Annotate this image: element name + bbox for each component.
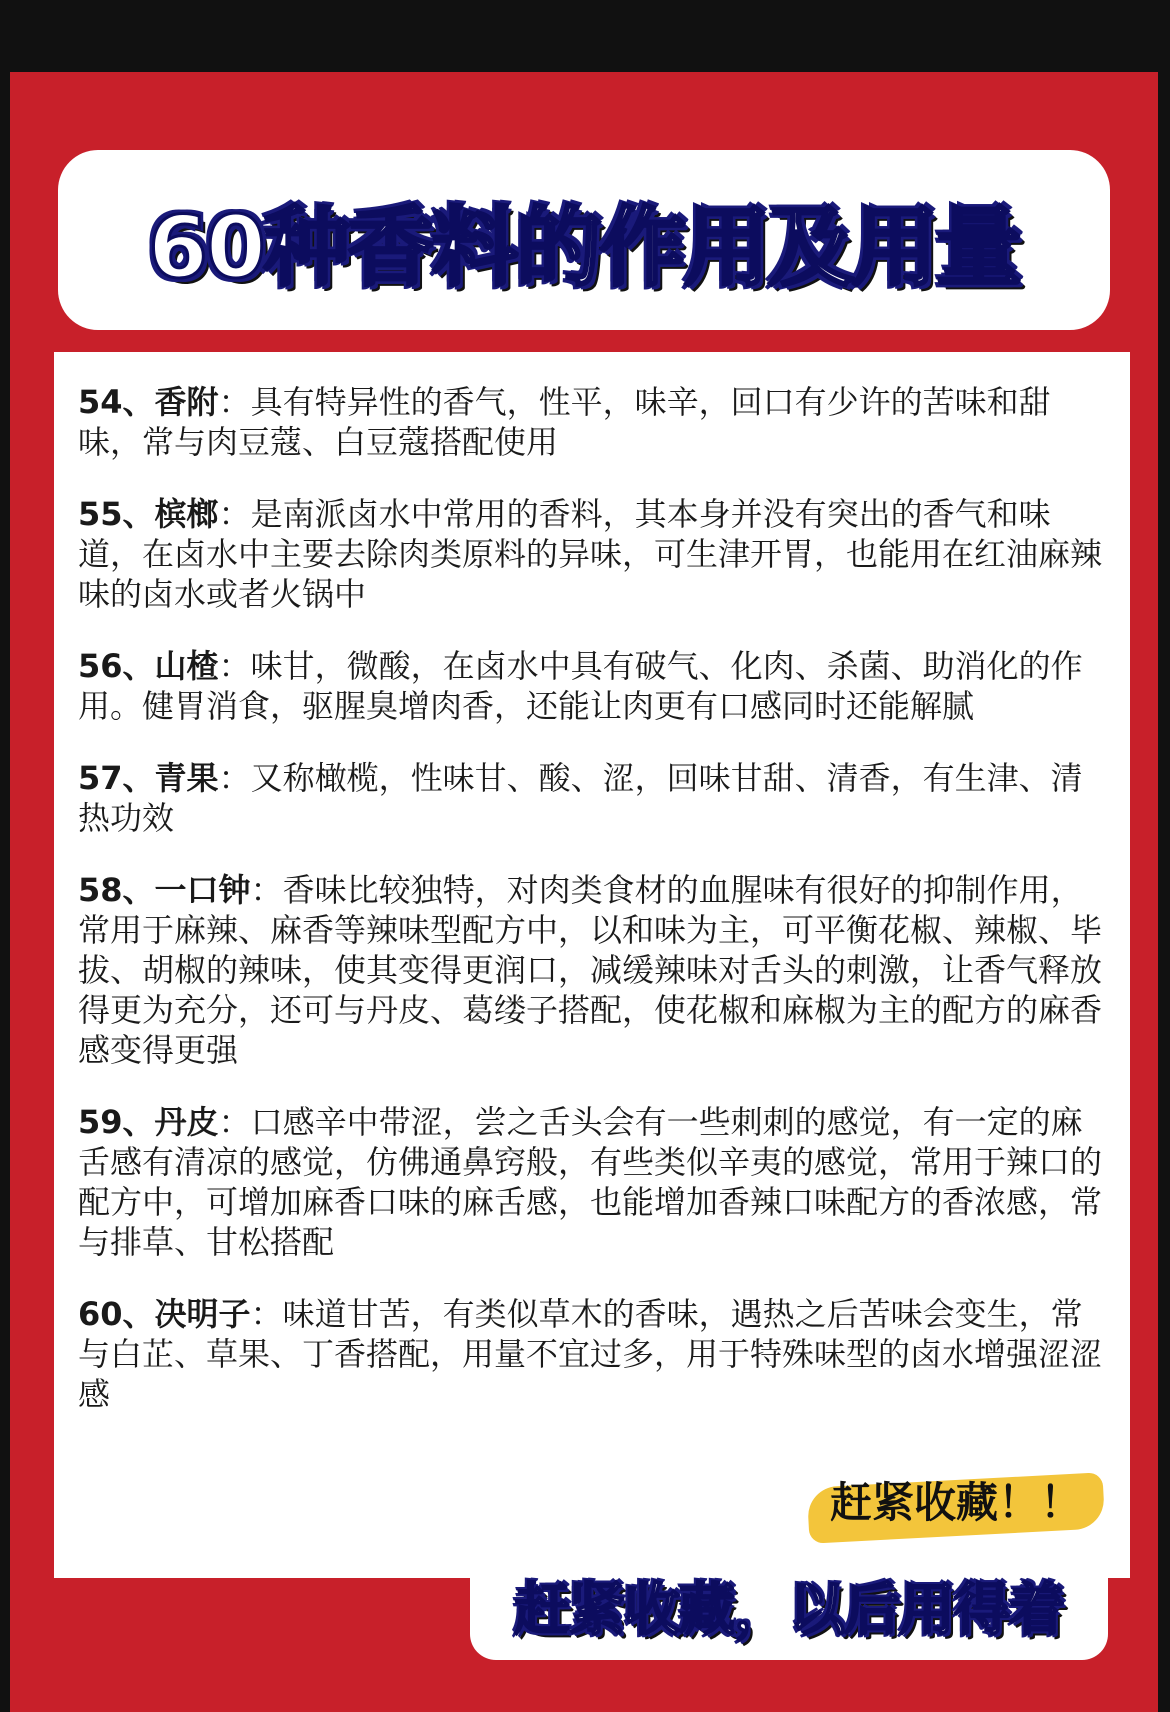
entry-text: 具有特异性的香气，性平，味辛，回口有少许的苦味和甜味，常与肉豆蔻、白豆蔻搭配使用 (78, 383, 1051, 461)
entry-colon: ： (218, 1103, 251, 1141)
entry-name: 槟榔 (154, 495, 219, 533)
entry-text: 口感辛中带涩，尝之舌头会有一些刺刺的感觉，有一定的麻舌感有清凉的感觉，仿佛通鼻窍般，有些类似辛夷的感觉，常用于辣口的配方中，可增加麻香口味的麻舌感，也能增加香辣口味配方的香浓感，常与排草、甘松搭配 (78, 1103, 1103, 1261)
entry-colon: ： (250, 871, 283, 909)
entry-name: 青果 (154, 759, 219, 797)
footer-slogan: 赶紧收藏，以后用得着 (514, 1578, 1064, 1643)
entry-colon: ： (218, 383, 251, 421)
entry-58 (78, 870, 1108, 1070)
entry-colon: ： (218, 759, 251, 797)
page-title: 60种香料的作用及用量 (148, 198, 1020, 298)
save-reminder-stamp (808, 1462, 1108, 1542)
entry-56 (78, 646, 1108, 726)
stamp-label: 赶紧收藏！！ (830, 1478, 1083, 1527)
entry-colon: ： (250, 1295, 283, 1333)
content-card (54, 352, 1130, 1578)
entry-text: 是南派卤水中常用的香料，其本身并没有突出的香气和味道，在卤水中主要去除肉类原料的异味，可生津开胃，也能用在红油麻辣味的卤水或者火锅中 (78, 495, 1103, 613)
entry-name: 丹皮 (154, 1103, 219, 1141)
entry-name: 一口钟 (154, 871, 251, 909)
entry-number: 56、 (78, 647, 155, 685)
entry-54 (78, 382, 1108, 462)
entry-name: 香附 (154, 383, 219, 421)
entry-text: 香味比较独特，对肉类食材的血腥味有很好的抑制作用，常用于麻辣、麻香等辣味型配方中，以和味为主，可平衡花椒、辣椒、毕拔、胡椒的辣味，使其变得更润口，减缓辣味对舌头的刺激，让香气释放得更为充分，还可与丹皮、葛缕子搭配，使花椒和麻椒为主的配方的麻香感变得更强 (78, 871, 1103, 1069)
entry-name: 决明子 (154, 1295, 251, 1333)
entry-number: 55、 (78, 495, 155, 533)
entry-number: 58、 (78, 871, 155, 909)
entry-text: 又称橄榄，性味甘、酸、涩，回味甘甜、清香，有生津、清热功效 (78, 759, 1083, 837)
title-card (58, 150, 1110, 330)
entry-number: 57、 (78, 759, 155, 797)
entry-60 (78, 1294, 1108, 1414)
entry-57 (78, 758, 1108, 838)
entry-number: 59、 (78, 1103, 155, 1141)
top-black-bar (0, 0, 1170, 72)
entry-55 (78, 494, 1108, 614)
entry-59 (78, 1102, 1108, 1262)
entry-number: 54、 (78, 383, 155, 421)
footer-card (470, 1552, 1108, 1660)
entry-list (78, 382, 1108, 1446)
entry-colon: ： (218, 647, 251, 685)
entry-number: 60、 (78, 1295, 155, 1333)
entry-text: 味甘，微酸，在卤水中具有破气、化肉、杀菌、助消化的作用。健胃消食，驱腥臭增肉香，还能让肉更有口感同时还能解腻 (78, 647, 1083, 725)
entry-name: 山楂 (154, 647, 219, 685)
entry-text: 味道甘苦，有类似草木的香味，遇热之后苦味会变生，常与白芷、草果、丁香搭配，用量不宜过多，用于特殊味型的卤水增强涩涩感 (78, 1295, 1103, 1413)
entry-colon: ： (218, 495, 251, 533)
